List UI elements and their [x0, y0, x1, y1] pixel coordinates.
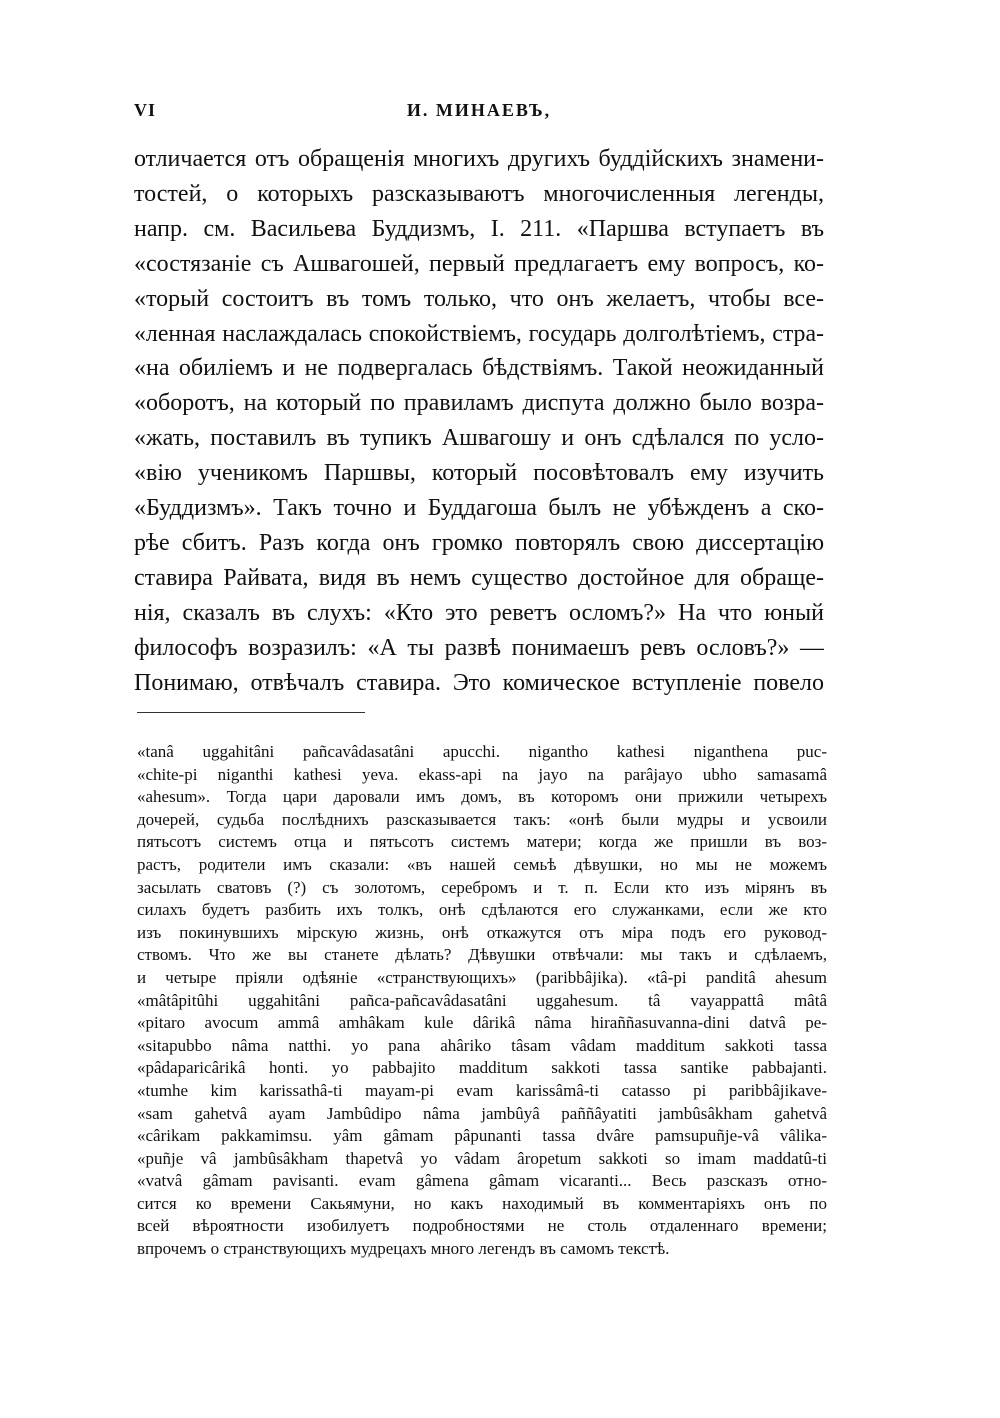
footnote-line: «tumhe kim karissathâ-ti mayam-pi evam karissâmâ-ti catasso pi paribbâjikave-: [137, 1080, 827, 1100]
footnote: [137, 741, 827, 1261]
footnote-line: «vatvâ gâmam pavisanti. evam gâmena gâmam vicaranti... Весь разсказъ отно-: [137, 1171, 827, 1191]
text-line: философъ возразилъ: «А ты развѣ понимаешъ ревъ ословъ?» —: [134, 634, 824, 661]
footnote-line: «ahesum». Тогда цари даровали имъ домъ, въ которомъ они прижили четырехъ: [137, 787, 827, 807]
footnote-line: «mâtâpitûhi uggahitâni pañca-pañcavâdasatâni uggahesum. tâ vayappattâ mâtâ: [137, 990, 827, 1010]
text-line: «ленная наслаждалась спокойствіемъ, государь долголѣтіемъ, стра-: [134, 320, 824, 347]
footnote-line: «cârikam pakkamimsu. yâm gâmam pâpunanti tassa dvâre pamsupuñje-vâ vâlika-: [137, 1126, 827, 1146]
text-line: ставира Райвата, видя въ немъ существо достойное для обраще-: [134, 564, 824, 591]
text-line: рѣе сбитъ. Разъ когда онъ громко повторялъ свою диссертацію: [134, 529, 824, 556]
footnote-line: ствомъ. Что же вы станете дѣлать? Дѣвушки отвѣчали: мы такъ и сдѣлаемъ,: [137, 945, 827, 965]
footnote-line: «pâdaparicârikâ honti. yo pabbajito madditum sakkoti tassa santike pabbajanti.: [137, 1058, 827, 1078]
footnote-line: «chite-pi niganthi kathesi yeva. ekass-api na jayo na parâjayo ubho samasamâ: [137, 764, 827, 784]
text-line: Понимаю, отвѣчалъ ставира. Это комическое вступленіе повело: [134, 669, 824, 696]
page-number: VI: [134, 100, 157, 120]
running-title: И. МИНАЕВЪ,: [406, 100, 552, 120]
footnote-line: и четыре пріяли одѣяніе «странствующихъ» (paribbâjika). «tâ-pi panditâ ahesum: [137, 967, 827, 987]
main-text: [134, 142, 824, 701]
text-line: «состязаніе съ Ашвагошей, первый предлагаетъ ему вопросъ, ко-: [134, 250, 824, 277]
footnote-separator: [137, 712, 365, 713]
text-line: «на обиліемъ и не подвергалась бѣдствіямъ. Такой неожиданный: [134, 355, 824, 382]
footnote-line: силахъ будетъ разбить ихъ толкъ, онѣ сдѣлаются его служанками, если же кто: [137, 900, 827, 920]
text-line: напр. см. Васильева Буддизмъ, I. 211. «Паршва вступаетъ въ: [134, 215, 824, 242]
footnote-line: всей вѣроятности изобилуетъ подробностями не столь отдаленнаго времени;: [137, 1216, 827, 1236]
text-line: тостей, о которыхъ разсказываютъ многочисленныя легенды,: [134, 180, 824, 207]
text-line: нія, сказалъ въ слухъ: «Кто это реветъ осломъ?» На что юный: [134, 599, 824, 626]
running-head: [134, 100, 824, 130]
footnote-line: изъ покинувшихъ мірскую жизнь, онѣ откажутся отъ міра подъ его руковод-: [137, 922, 827, 942]
text-line: отличается отъ обращенія многихъ другихъ буддійскихъ знамени-: [134, 146, 824, 172]
footnote-line: растъ, родители имъ сказали: «въ нашей семьѣ дѣвушки, но мы не можемъ: [137, 854, 827, 874]
footnote-line: «tanâ uggahitâni pañcavâdasatâni apucchi. nigantho kathesi niganthena puc-: [137, 742, 827, 761]
footnote-line: «sitapubbo nâma natthi. yo pana ahâriko tâsam vâdam madditum sakkoti tassa: [137, 1035, 827, 1055]
footnote-line: «puñje vâ jambûsâkham thapetvâ yo vâdam âropetum sakkoti so imam maddatû-ti: [137, 1148, 827, 1168]
text-line: «вію ученикомъ Паршвы, который посовѣтовалъ ему изучить: [134, 460, 824, 487]
text-line: «жать, поставилъ въ тупикъ Ашвагошу и онъ сдѣлался по усло-: [134, 425, 824, 452]
footnote-line: «sam gahetvâ ayam Jambûdipo nâma jambûyâ paññâyatiti jambûsâkham gahetvâ: [137, 1103, 827, 1123]
text-line: «торый состоитъ въ томъ только, что онъ желаетъ, чтобы все-: [134, 285, 824, 312]
text-line: «оборотъ, на который по правиламъ диспута должно было возра-: [134, 390, 824, 417]
footnote-line: сится ко времени Сакьямуни, но какъ находимый въ комментаріяхъ онъ по: [137, 1193, 827, 1213]
footnote-line: пятьсотъ системъ отца и пятьсотъ системъ матери; когда же пришли въ воз-: [137, 832, 827, 852]
footnote-line: засылать сватовъ (?) съ золотомъ, серебромъ и т. п. Если кто изъ мірянъ въ: [137, 877, 827, 897]
footnote-line: «pitaro avocum ammâ amhâkam kule dârikâ nâma hiraññasuvanna-dini datvâ pe-: [137, 1013, 827, 1033]
footnote-line: впрочемъ о странствующихъ мудрецахъ много легендъ въ самомъ текстѣ.: [137, 1239, 670, 1259]
text-line: «Буддизмъ». Такъ точно и Буддагоша былъ не убѣжденъ а ско-: [134, 495, 824, 522]
footnote-line: дочерей, судьба послѣднихъ разсказывается такъ: «онѣ были мудры и усвоили: [137, 809, 827, 829]
